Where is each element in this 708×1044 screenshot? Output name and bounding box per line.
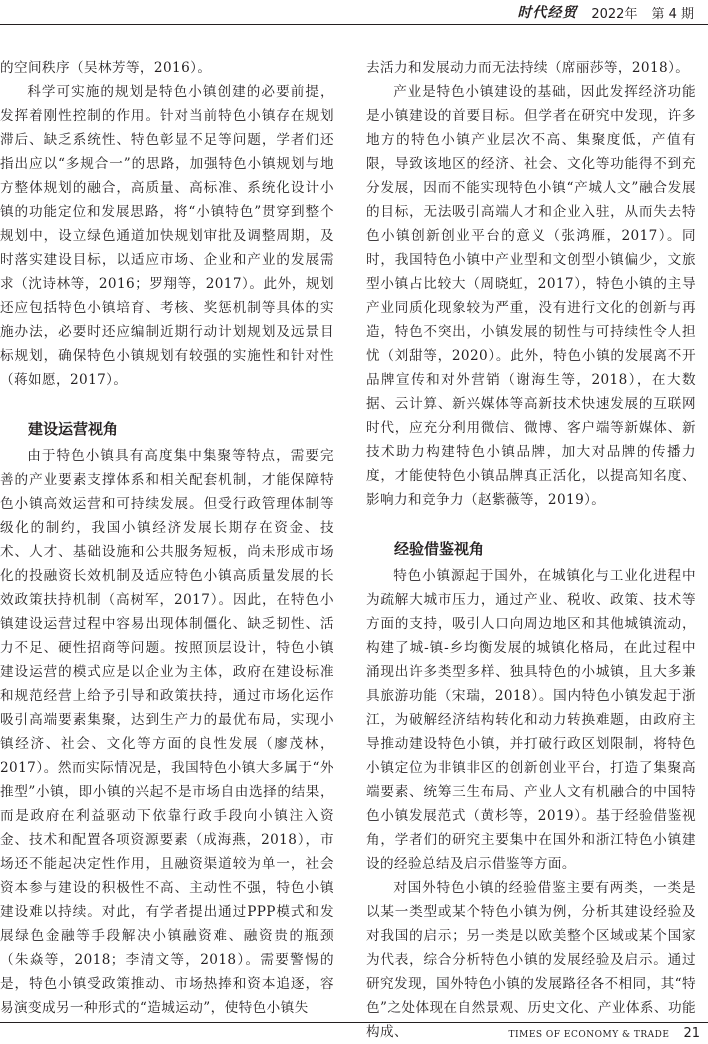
paragraph: 产业是特色小镇建设的基础，因此发挥经济功能是小镇建设的首要目标。但学者在研究中发现，许多地方的特色小镇产业层次不高、集聚度低，产值有限，导致该地区的经济、社会、文化等功能得不到充分发展，因而不能实现特色小镇“产城人文”融合发展的目标，无法吸引高端人才和企业入驻，从而失去特色小镇创新创业平台的意义（张鸿雁，2017）。同时，我国特色小镇中产业型和文创型小镇偏少，文旅型小镇占比较大（周晓虹，2017），特色小镇的主导产业同质化现象较为严重，没有进行文化的创新与再造，特色不突出，小镇发展的韧性与可持续性令人担忧（刘甜等，2020）。此外，特色小镇的发展离不开品牌宣传和对外营销（谢海生等，2018），在大数据、云计算、新兴媒体等高新技术快速发展的互联网时代，应充分利用微信、微博、客户端等新媒体、新技术助力构建特色小镇品牌，加大对品牌的传播力度，才能使特色小镇品牌真正活化，以提高知名度、影响力和竞争力（赵紫薇等，2019）。 (366, 84, 696, 508)
paragraph: 的空间秩序（吴林芳等，2016）。 (0, 60, 212, 76)
journal-name: 时代经贸 (517, 5, 578, 21)
right-column (366, 56, 696, 1044)
paragraph: 特色小镇源起于国外，在城镇化与工业化进程中为疏解大城市压力，通过产业、税收、政策、技术等方面的支持，吸引人口向周边地区和其他城镇流动，构建了城-镇-乡均衡发展的城镇化格局，在此过程中涌现出许多类型多样、独具特色的小城镇，且大多兼具旅游功能（宋瑞，2018）。国内特色小镇发起于浙江，为破解经济结构转化和动力转换难题，由政府主导推动建设特色小镇，并打破行政区划限制，将特色小镇定位为非镇非区的创新创业平台，打造了集聚高端要素、统筹三生布局、产业人文有机融合的中国特色小镇发展范式（黄杉等，2019）。基于经验借鉴视角，学者们的研究主要集中在国外和浙江特色小镇建设的经验总结及启示借鉴等方面。 (366, 568, 696, 872)
left-column (0, 56, 334, 1020)
paragraph: 去活力和发展动力而无法持续（席丽莎等，2018）。 (366, 60, 690, 76)
section-heading: 建设运营视角 (28, 420, 119, 438)
page-number: 21 (683, 1026, 700, 1041)
issue-year: 2022年 (591, 6, 638, 22)
paragraph: 由于特色小镇具有高度集中集聚等特点，需要完善的产业要素支撑体系和相关配套机制，才能保障特色小镇高效运营和可持续发展。但受行政管理体制等级化的制约，我国小镇经济发展长期存在资金、技术、人才、基础设施和公共服务短板，尚未形成市场化的投融资长效机制及适应特色小镇高质量发展的长效政策扶持机制（高树军，2017）。因此，在特色小镇建设运营过程中容易出现体制僵化、缺乏韧性、活力不足、硬性招商等问题。按照顶层设计，特色小镇建设运营的模式应是以企业为主体，政府在建设标准和规范经营上给予引导和政策扶持，通过市场化运作吸引高端要素集聚，达到生产力的最优布局，实现小镇经济、社会、文化等方面的良性发展（廖茂林，2017）。然而实际情况是，我国特色小镇大多属于“外推型”小镇，即小镇的兴起不是市场自由选择的结果，而是政府在利益驱动下依靠行政手段向小镇注入资金、技术和配置各项资源要素（成海燕，2018），市场还不能起决定性作用，且融资渠道较为单一，社会资本参与建设的积极性不高、主动性不强，特色小镇建设难以持续。对此，有学者提出通过PPP模式和发展绿色金融等手段解决小镇融资难、融资贵的瓶颈（朱焱等，2018；李清文等，2018）。需要警惕的是，特色小镇受政策推动、市场热捧和资本追逐，容易演变成另一种形式的“造城运动”，使特色小镇失 (0, 448, 334, 1016)
page-header (517, 0, 694, 24)
paragraph: 对国外特色小镇的经验借鉴主要有两类，一类是以某一类型或某个特色小镇为例，分析其建设经验及对我国的启示；另一类是以欧美整个区域或某个国家为代表，综合分析特色小镇的发展经验及启示。通过研究发现，国外特色小镇的发展路径各不相同，其“特色”之处体现在自然景观、历史文化、产业体系、功能构成、 (366, 880, 696, 1040)
page-footer (509, 1026, 700, 1041)
header-rule (0, 24, 708, 25)
journal-english-name: TIMES OF ECONOMY & TRADE (508, 1030, 670, 1040)
section-heading: 经验借鉴视角 (394, 540, 485, 558)
issue-number: 第 4 期 (651, 6, 694, 22)
footer-rule (0, 1022, 708, 1023)
paragraph: 科学可实施的规划是特色小镇创建的必要前提，发挥着刚性控制的作用。针对当前特色小镇存在规划滞后、缺乏系统性、特色彰显不足等问题，学者们还指出应以“多规合一”的思路，加强特色小镇规划与地方整体规划的融合，高质量、高标准、系统化设计小镇的功能定位和发展思路，将“小镇特色”贯穿到整个规划中，设立绿色通道加快规划审批及调整周期，及时落实建设目标，以适应市场、企业和产业的发展需求（沈诗林等，2016；罗翔等，2017）。此外，规划还应包括特色小镇培育、考核、奖惩机制等具体的实施办法，必要时还应编制近期行动计划规划及远景目标规划，确保特色小镇规划有较强的实施性和针对性（蒋如愿，2017）。 (0, 84, 334, 388)
